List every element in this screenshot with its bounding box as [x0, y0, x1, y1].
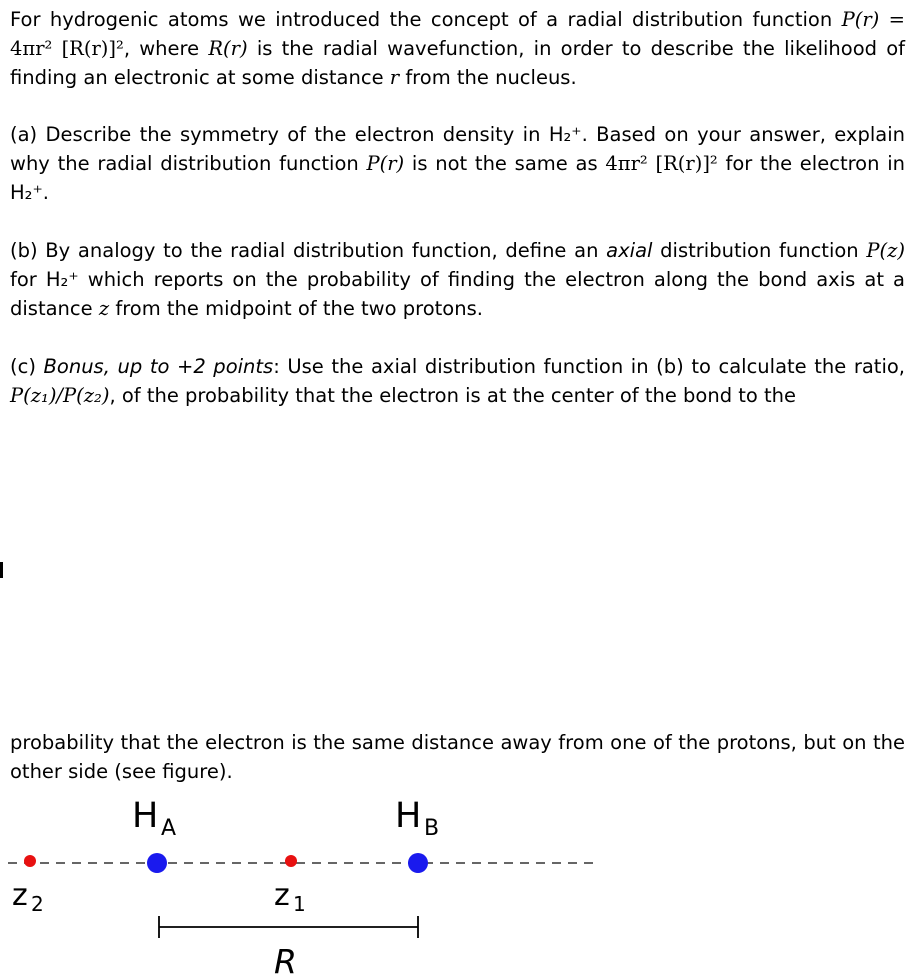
z2-subscript: 2 — [31, 892, 44, 916]
z2-label — [12, 878, 44, 916]
part-b-paragraph — [10, 236, 905, 323]
part-c-paragraph — [10, 352, 905, 410]
bond-length-label: R — [274, 942, 297, 977]
h2plus-symbol: H₂⁺ — [548, 123, 582, 146]
part-a-text-3: is not the same as — [411, 152, 598, 175]
intro-text-4: from the nucleus. — [405, 66, 577, 89]
part-c-continuation — [10, 728, 905, 786]
part-a-text-2: . Based on your answer, explain why the radial distribution function — [10, 123, 905, 175]
proton-b-subscript: B — [424, 816, 440, 841]
part-b-text-4: which reports on the probability of finding the electron along the bond axis at a distance — [10, 268, 905, 320]
h2plus-symbol-end: H₂⁺ — [10, 181, 43, 204]
proton-a-letter: H — [132, 796, 159, 836]
ratio-symbol: P(z₁)/P(z₂) — [10, 384, 110, 407]
point-z2-dot — [24, 855, 36, 867]
point-z1-dot — [285, 855, 297, 867]
h2plus-figure — [0, 785, 921, 977]
part-c-text-1: Use the axial distribution function in (b) to calculate the ratio, — [287, 355, 905, 378]
proton-b-dot — [408, 853, 428, 873]
part-b-text-5: from the midpoint of the two protons. — [115, 297, 483, 320]
proton-a-subscript: A — [161, 816, 177, 841]
wavefunction-symbol: R(r) — [208, 37, 248, 60]
axial-word: axial — [606, 239, 653, 262]
part-c-text-2: , of the probability that the electron is at the center of the bond to the — [109, 384, 797, 407]
intro-text-1: For hydrogenic atoms we introduced the concept of a radial distribution function — [10, 8, 833, 31]
proton-b-label — [395, 796, 439, 841]
part-b-text-3: for — [10, 268, 37, 291]
part-a-paragraph — [10, 120, 905, 207]
z2-letter: z — [12, 878, 28, 913]
z-symbol: z — [98, 297, 110, 320]
radial-function-symbol-a: P(r) — [366, 152, 405, 175]
distance-symbol: r — [389, 66, 400, 89]
proton-a-dot — [147, 853, 167, 873]
bond-length-bracket — [159, 916, 418, 938]
z1-subscript: 1 — [293, 892, 306, 916]
bonus-colon: : — [273, 355, 280, 378]
proton-a-label — [132, 796, 176, 841]
part-a-text-1: (a) Describe the symmetry of the electron density in — [10, 123, 541, 146]
text-cursor-mark — [0, 562, 3, 578]
part-c-cont-text: probability that the electron is the same distance away from one of the protons, but on the other side (see figure). — [10, 731, 905, 783]
part-b-text-1: (b) By analogy to the radial distribution function, define an — [10, 239, 599, 262]
part-a-text-4: for the electron in — [725, 152, 905, 175]
radial-formula-a: 4πr² [R(r)]² — [605, 152, 718, 175]
h2plus-symbol-b: H₂⁺ — [45, 268, 79, 291]
intro-paragraph — [10, 5, 905, 92]
z1-label — [274, 878, 306, 916]
part-b-text-2: distribution function — [660, 239, 859, 262]
intro-text-3: is the radial wavefunction, in order to describe the likelihood of finding an electronic at some distance — [10, 37, 906, 89]
z1-letter: z — [274, 878, 290, 913]
proton-b-letter: H — [395, 796, 422, 836]
radial-function-symbol: P(r) = — [841, 8, 905, 31]
part-c-label: (c) — [10, 355, 36, 378]
part-a-text-5: . — [42, 181, 49, 204]
intro-text-2: , where — [123, 37, 200, 60]
radial-formula: 4πr² [R(r)]² — [10, 37, 124, 60]
axial-function-symbol: P(z) — [866, 239, 906, 262]
bonus-text: Bonus, up to +2 points — [43, 355, 274, 378]
